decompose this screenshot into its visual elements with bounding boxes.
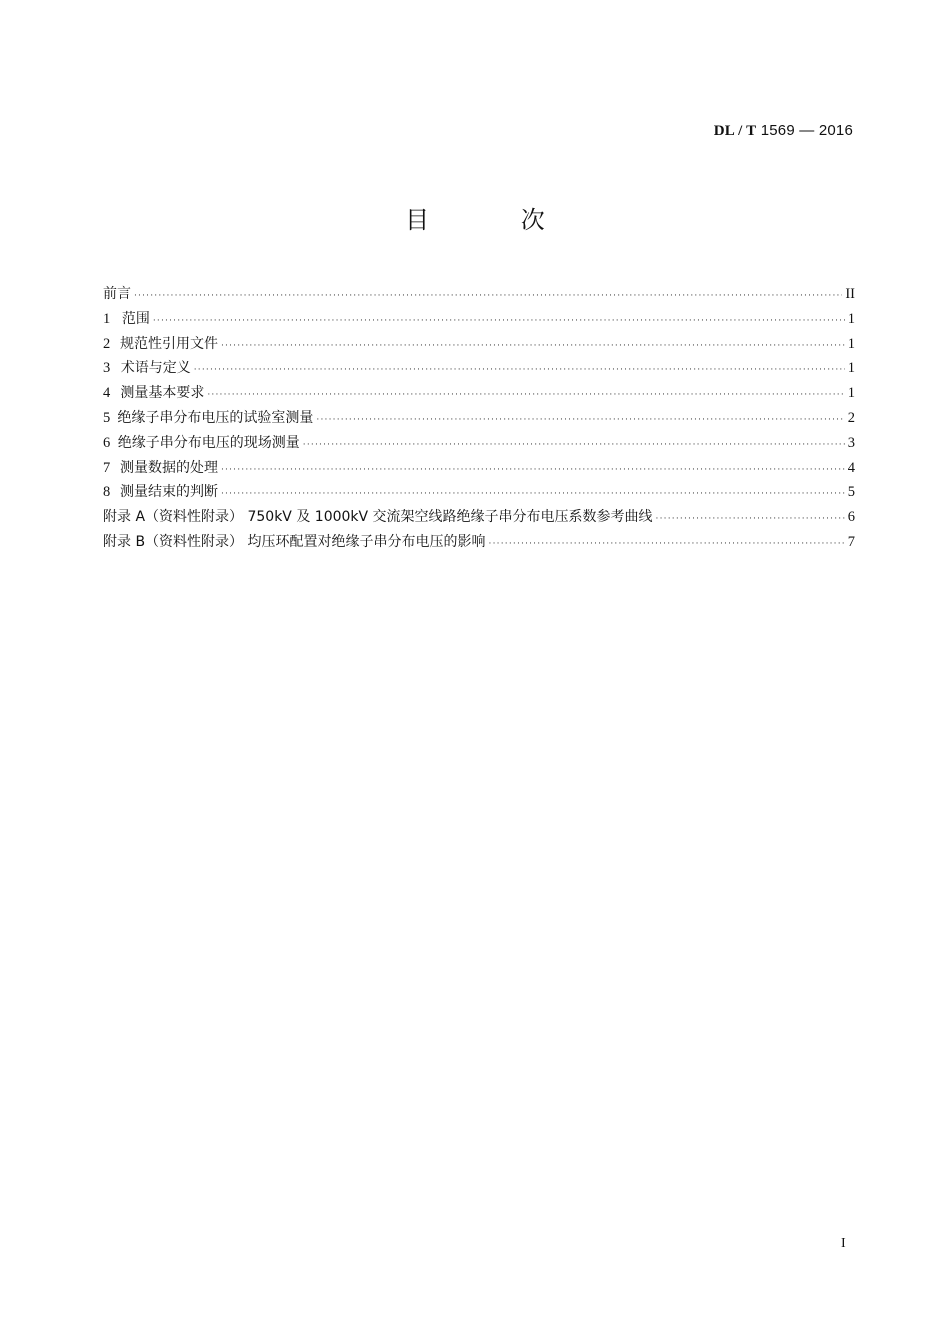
toc-entry-page: 1: [847, 310, 855, 327]
toc-entry-title: 附录 A（资料性附录） 750kV 及 1000kV 交流架空线路绝缘子串分布电压系数参考曲线: [103, 509, 653, 526]
toc-entry-page: 1: [847, 385, 855, 402]
toc-entry-6[interactable]: [103, 431, 855, 456]
toc-leader-dots: [221, 482, 845, 507]
toc-entry-5[interactable]: [103, 406, 855, 431]
toc-entry-number: 3: [103, 360, 111, 377]
toc-leader-dots: [153, 309, 845, 334]
toc-entry-appendix-a[interactable]: [103, 505, 855, 530]
toc-entry-title: 测量数据的处理: [119, 459, 218, 476]
table-of-contents: [103, 282, 855, 555]
toc-entry-3[interactable]: [103, 356, 855, 381]
toc-entry-preface[interactable]: [103, 282, 855, 307]
toc-leader-dots: [316, 408, 844, 433]
toc-entry-page: 3: [847, 434, 855, 451]
toc-entry-page: 4: [847, 459, 855, 476]
toc-entry-number: 4: [103, 385, 111, 402]
standard-code: [714, 122, 853, 140]
toc-entry-2[interactable]: [103, 332, 855, 357]
page-number: I: [841, 1236, 846, 1251]
toc-entry-number: 7: [103, 459, 111, 476]
toc-entry-8[interactable]: [103, 480, 855, 505]
toc-entry-page: 1: [847, 360, 855, 377]
page-title: 目 次: [405, 206, 587, 234]
toc-entry-title: 规范性引用文件: [119, 335, 218, 352]
toc-entry-title: 术语与定义: [120, 360, 191, 377]
toc-leader-dots: [221, 334, 845, 359]
toc-entry-appendix-b[interactable]: [103, 530, 855, 555]
standard-number: 1569 — 2016: [760, 122, 853, 139]
toc-entry-number: 6: [103, 434, 111, 451]
toc-entry-title: 测量结束的判断: [119, 484, 218, 501]
toc-leader-dots: [207, 383, 844, 408]
toc-entry-4[interactable]: [103, 381, 855, 406]
toc-entry-title: 附录 B（资料性附录） 均压环配置对绝缘子串分布电压的影响: [103, 533, 486, 550]
toc-leader-dots: [194, 358, 845, 383]
toc-entry-title: 测量基本要求: [120, 385, 205, 402]
toc-leader-dots: [134, 284, 842, 309]
toc-entry-number: 1: [103, 310, 111, 327]
toc-leader-dots: [656, 507, 845, 532]
toc-entry-number: 5: [103, 409, 111, 426]
toc-entry-page: 1: [847, 335, 855, 352]
toc-entry-number: 8: [103, 484, 111, 501]
toc-leader-dots: [221, 458, 845, 483]
toc-entry-1[interactable]: [103, 307, 855, 332]
toc-entry-page: 6: [847, 509, 855, 526]
toc-leader-dots: [489, 532, 845, 557]
toc-entry-page: II: [845, 286, 855, 302]
toc-entry-title: 绝缘子串分布电压的试验室测量: [117, 409, 314, 426]
toc-entry-page: 5: [847, 484, 855, 501]
toc-entry-number: 2: [103, 335, 111, 352]
toc-entry-title: 绝缘子串分布电压的现场测量: [117, 434, 300, 451]
toc-entry-title: 前言: [103, 286, 131, 302]
toc-entry-page: 2: [847, 409, 855, 426]
toc-entry-page: 7: [847, 533, 855, 550]
standard-prefix: DL / T: [713, 123, 757, 139]
toc-entry-title: 范围: [121, 310, 150, 327]
toc-entry-7[interactable]: [103, 456, 855, 481]
toc-leader-dots: [303, 433, 845, 458]
